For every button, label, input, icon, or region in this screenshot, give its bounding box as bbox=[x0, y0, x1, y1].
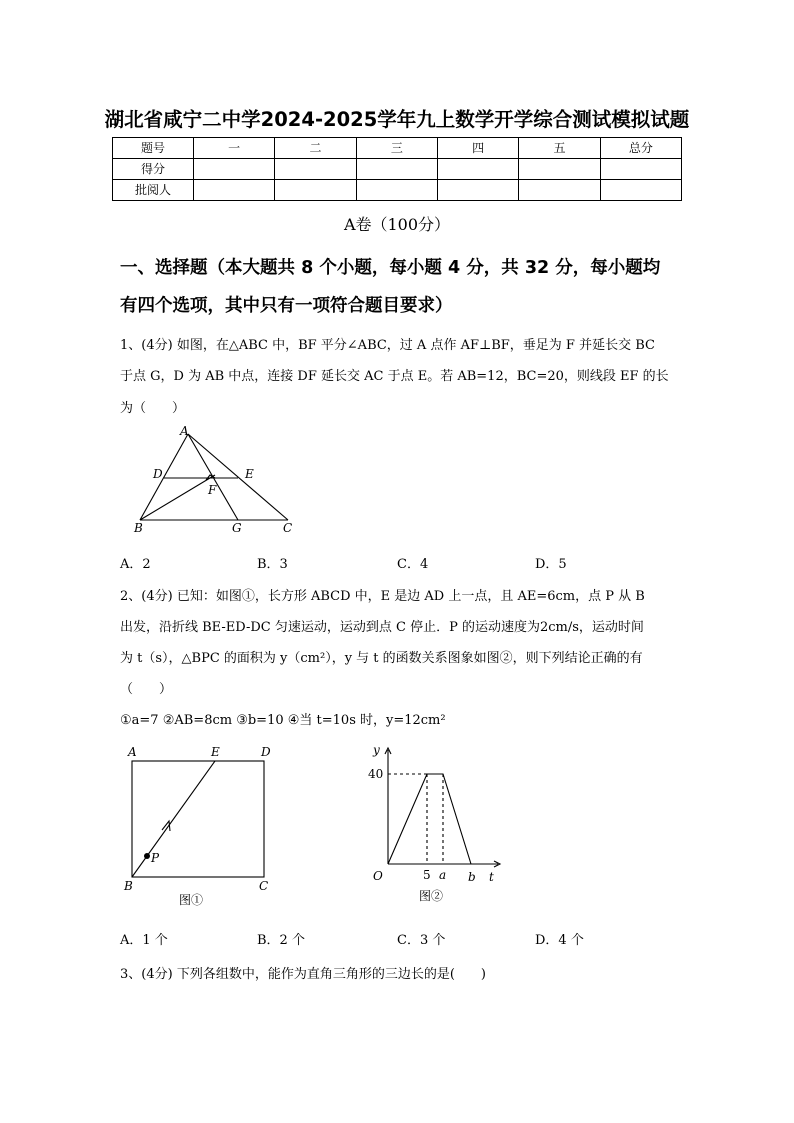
section-a-heading: A卷（100分） bbox=[343, 215, 451, 234]
label-b: B bbox=[134, 521, 143, 535]
q1-triangle-figure bbox=[120, 420, 310, 540]
header-cell: 一 bbox=[194, 138, 275, 159]
header-cell: 总分 bbox=[600, 138, 681, 159]
part1-heading-line1: 一、选择题（本大题共 8 个小题，每小题 4 分，共 32 分，每小题均 bbox=[120, 258, 661, 278]
reviewer-cell bbox=[275, 180, 356, 201]
reviewer-cell bbox=[356, 180, 437, 201]
score-cell bbox=[437, 159, 518, 180]
label-g: G bbox=[232, 521, 242, 535]
q1-option-a[interactable]: A．2 bbox=[120, 557, 151, 572]
part1-heading-line2: 有四个选项，其中只有一项符合题目要求） bbox=[120, 296, 453, 316]
q1-option-d[interactable]: D．5 bbox=[535, 557, 567, 572]
segment-ac bbox=[188, 434, 288, 520]
label-e: E bbox=[211, 745, 220, 759]
q2-option-a[interactable]: A．1 个 bbox=[120, 933, 168, 948]
score-table-header-row bbox=[113, 138, 682, 159]
score-cell bbox=[194, 159, 275, 180]
score-cell bbox=[356, 159, 437, 180]
reviewer-cell bbox=[519, 180, 600, 201]
q1-option-c[interactable]: C．4 bbox=[397, 557, 429, 572]
label-c: C bbox=[283, 521, 293, 535]
reviewer-cell bbox=[600, 180, 681, 201]
reviewer-row bbox=[113, 180, 682, 201]
q2-statements: ①a=7 ②AB=8cm ③b=10 ④当 t=10s 时，y=12cm² bbox=[120, 713, 446, 728]
q1-line2: 于点 G，D 为 AB 中点，连接 DF 延长交 AC 于点 E。若 AB=12，BC=20，则线段 EF 的长 bbox=[120, 369, 669, 384]
q2-option-d[interactable]: D．4 个 bbox=[535, 933, 584, 948]
row-label: 批阅人 bbox=[113, 180, 194, 201]
figure2-caption: 图② bbox=[419, 889, 444, 903]
score-table bbox=[112, 137, 682, 201]
header-cell: 题号 bbox=[113, 138, 194, 159]
label-b: b bbox=[468, 870, 476, 884]
header-cell: 四 bbox=[437, 138, 518, 159]
label-a: a bbox=[439, 868, 447, 882]
q2-graph-figure bbox=[365, 738, 510, 910]
label-p: P bbox=[151, 851, 160, 865]
label-e: E bbox=[245, 467, 254, 481]
header-cell: 五 bbox=[519, 138, 600, 159]
q2-line3: 为 t（s），△BPC 的面积为 y（cm²），y 与 t 的函数关系图象如图②，则下列结论正确的有 bbox=[120, 651, 643, 666]
q1-line3: 为（ ） bbox=[120, 401, 186, 416]
header-cell: 三 bbox=[356, 138, 437, 159]
label-y: y bbox=[373, 743, 380, 757]
header-cell: 二 bbox=[275, 138, 356, 159]
score-cell bbox=[600, 159, 681, 180]
label-d: D bbox=[153, 467, 163, 481]
segment-ab bbox=[140, 434, 188, 520]
q1-line1: 1、(4分) 如图，在△ABC 中，BF 平分∠ABC，过 A 点作 AF⊥BF，垂足为 F 并延长交 BC bbox=[120, 338, 655, 353]
label-t: t bbox=[489, 870, 494, 884]
graph-line bbox=[388, 774, 471, 864]
q2-option-c[interactable]: C．3 个 bbox=[397, 933, 446, 948]
q1-option-b[interactable]: B．3 bbox=[257, 557, 288, 572]
label-5: 5 bbox=[423, 868, 431, 882]
segment-be bbox=[132, 761, 215, 877]
point-p bbox=[144, 853, 150, 859]
reviewer-cell bbox=[194, 180, 275, 201]
label-d: D bbox=[261, 745, 271, 759]
q2-rectangle-figure bbox=[115, 740, 285, 912]
score-cell bbox=[275, 159, 356, 180]
label-b: B bbox=[124, 879, 133, 893]
figure1-caption: 图① bbox=[179, 893, 204, 907]
q2-line1: 2、(4分) 已知：如图①，长方形 ABCD 中，E 是边 AD 上一点，且 AE=6cm，点 P 从 B bbox=[120, 589, 645, 604]
score-cell bbox=[519, 159, 600, 180]
exam-title: 湖北省咸宁二中学2024-2025学年九上数学开学综合测试模拟试题 bbox=[104, 108, 690, 131]
reviewer-cell bbox=[437, 180, 518, 201]
q2-line2: 出发，沿折线 BE-ED-DC 匀速运动，运动到点 C 停止．P 的运动速度为2cm/s，运动时间 bbox=[120, 620, 644, 635]
row-label: 得分 bbox=[113, 159, 194, 180]
label-a: A bbox=[180, 424, 189, 438]
q2-option-b[interactable]: B．2 个 bbox=[257, 933, 305, 948]
label-40: 40 bbox=[368, 767, 384, 781]
q2-line4: （ ） bbox=[120, 682, 173, 697]
label-a: A bbox=[128, 745, 137, 759]
score-row bbox=[113, 159, 682, 180]
label-o: O bbox=[373, 869, 383, 883]
label-c: C bbox=[259, 879, 269, 893]
segment-bf bbox=[140, 475, 215, 520]
label-f: F bbox=[208, 483, 217, 497]
q3-line1: 3、(4分) 下列各组数中，能作为直角三角形的三边长的是( ) bbox=[120, 967, 486, 982]
